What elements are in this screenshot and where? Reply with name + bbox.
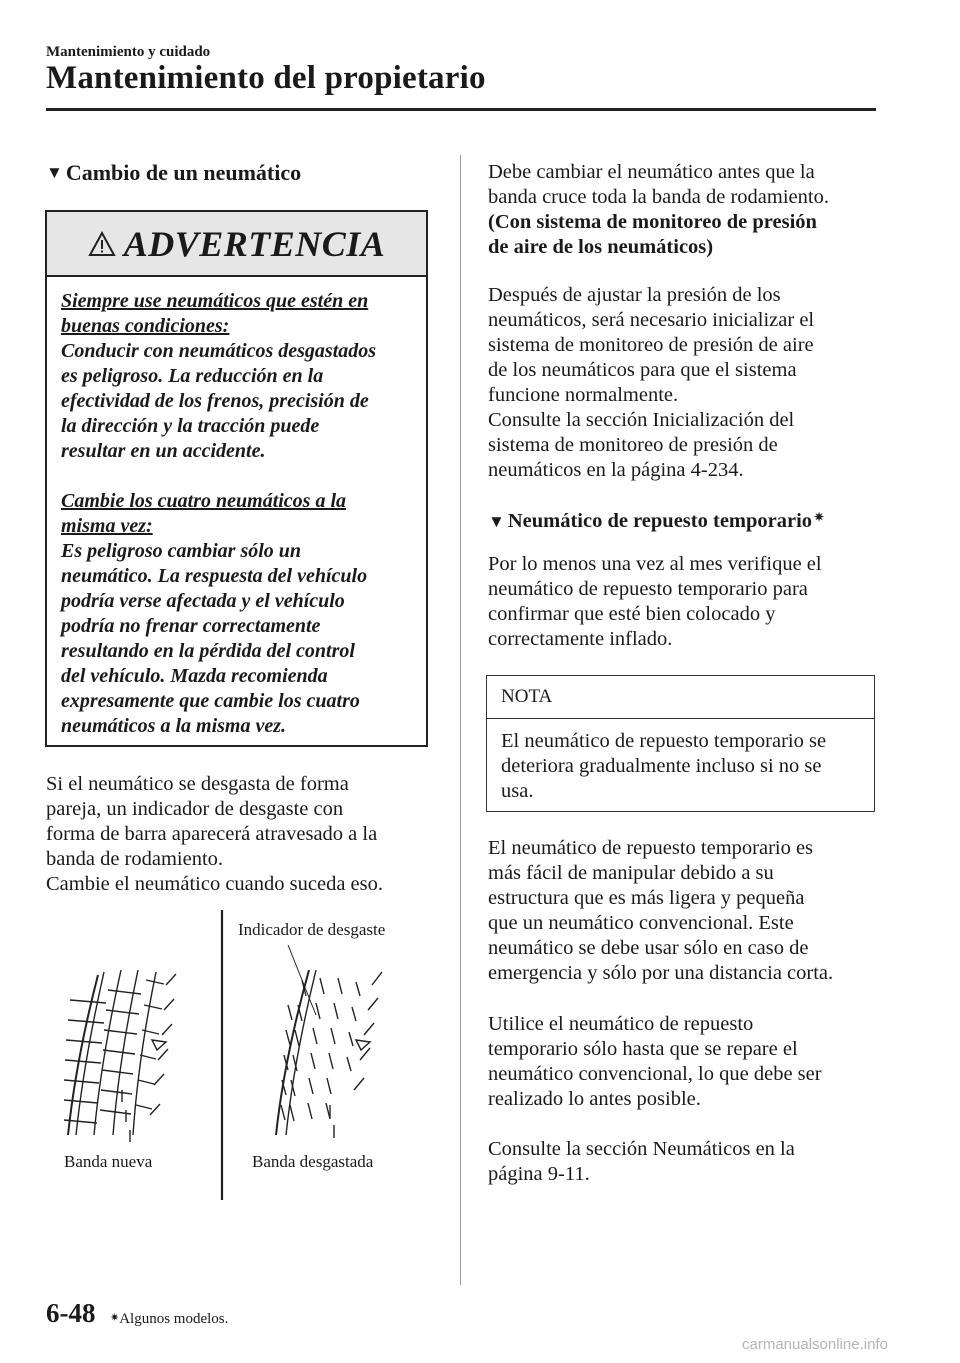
- tread-wear-figure: [46, 910, 456, 1200]
- spare-paragraph: [488, 552, 822, 652]
- text-line: Debe cambiar el neumático antes que la: [488, 161, 815, 183]
- tire-change-heading-text: Cambio de un neumático: [65, 160, 302, 185]
- warning-title: ADVERTENCIA: [123, 223, 386, 264]
- text-line: El neumático de repuesto temporario es: [488, 837, 814, 859]
- warning-line: la dirección y la tracción puede: [61, 415, 320, 437]
- text-line: de aire de los neumáticos): [488, 236, 714, 258]
- note-box: [486, 675, 875, 812]
- text-line: pareja, un indicador de desgaste con: [46, 798, 344, 820]
- worn-tread-label: Banda desgastada: [252, 1152, 374, 1171]
- warning-line: Cambie los cuatro neumáticos a la: [61, 490, 347, 512]
- text-line: Consulte la sección Neumáticos en la: [488, 1138, 795, 1160]
- text-line: banda de rodamiento.: [46, 848, 224, 870]
- text-line: Cambie el neumático cuando suceda eso.: [46, 873, 383, 895]
- warning-line: Es peligroso cambiar sólo un: [61, 540, 302, 562]
- note-body: [487, 719, 874, 804]
- watermark: carmanualsonline.info: [742, 1336, 888, 1353]
- warning-line: neumáticos a la misma vez.: [61, 715, 286, 737]
- note-title: NOTA: [487, 676, 874, 719]
- text-line: Si el neumático se desgasta de forma: [46, 773, 349, 795]
- text-line: de los neumáticos para que el sistema: [488, 359, 797, 381]
- warning-line: resultar en un accidente.: [61, 440, 266, 462]
- warning-line: buenas condiciones:: [61, 315, 230, 337]
- text-line: Consulte la sección Inicialización del: [488, 409, 795, 431]
- wear-indicator-label: Indicador de desgaste: [238, 920, 386, 939]
- text-line: que un neumático convencional. Este: [488, 912, 794, 934]
- warning-line: neumático. La respuesta del vehículo: [61, 565, 368, 587]
- text-line: neumático convencional, lo que debe ser: [488, 1063, 822, 1085]
- spare-tire-heading-text: Neumático de repuesto temporario: [507, 510, 813, 532]
- warning-line: del vehículo. Mazda recomienda: [61, 665, 328, 687]
- new-tread-label: Banda nueva: [64, 1152, 153, 1171]
- text-line: neumático de repuesto temporario para: [488, 578, 808, 600]
- text-line: sistema de monitoreo de presión de: [488, 434, 778, 456]
- warning-triangle-icon: [88, 231, 116, 257]
- text-line: temporario sólo hasta que se repare el: [488, 1038, 798, 1060]
- some-models-mark: ✷: [110, 1312, 120, 1324]
- warning-line: Conducir con neumáticos desgastados: [61, 340, 377, 362]
- tpms-heading: [488, 210, 817, 260]
- spare-usage-paragraph: [488, 1012, 822, 1112]
- warning-body: [47, 277, 426, 739]
- tire-change-heading: [46, 160, 301, 186]
- text-line: emergencia y sólo por una distancia corta.: [488, 962, 834, 984]
- spare-tire-heading: [488, 510, 824, 533]
- text-line: realizado lo antes posible.: [488, 1088, 701, 1110]
- warning-box: [45, 210, 428, 747]
- warning-line: expresamente que cambie los cuatro: [61, 690, 360, 712]
- tpms-paragraph: [488, 283, 814, 483]
- warning-line: podría no frenar correctamente: [61, 615, 321, 637]
- replace-intro: [488, 160, 829, 210]
- section-category: Mantenimiento y cuidado: [46, 44, 211, 60]
- triangle-bullet-icon: ▼: [488, 511, 505, 531]
- some-models-mark: ✷: [814, 510, 825, 524]
- warning-line: Siempre use neumáticos que estén en: [61, 290, 369, 312]
- text-line: sistema de monitoreo de presión de aire: [488, 334, 814, 356]
- text-line: funcione normalmente.: [488, 384, 679, 406]
- page-title: Mantenimiento del propietario: [46, 60, 486, 96]
- column-divider: [460, 155, 461, 1285]
- warning-line: resultando en la pérdida del control: [61, 640, 355, 662]
- text-line: forma de barra aparecerá atravesado a la: [46, 823, 378, 845]
- text-line: Utilice el neumático de repuesto: [488, 1013, 754, 1035]
- text-line: deteriora gradualmente incluso si no se: [501, 755, 822, 777]
- warning-line: es peligroso. La reducción en la: [61, 365, 324, 387]
- text-line: usa.: [501, 780, 534, 802]
- warning-line: misma vez:: [61, 515, 153, 537]
- text-line: Por lo menos una vez al mes verifique el: [488, 553, 822, 575]
- text-line: estructura que es más ligera y pequeña: [488, 887, 805, 909]
- text-line: neumáticos, será necesario inicializar el: [488, 309, 815, 331]
- text-line: Después de ajustar la presión de los: [488, 284, 781, 306]
- text-line: (Con sistema de monitoreo de presión: [488, 211, 817, 233]
- wear-paragraph: [46, 772, 383, 897]
- page-number: 6-48: [46, 1298, 96, 1328]
- footnote: [110, 1311, 228, 1328]
- text-line: El neumático de repuesto temporario se: [501, 730, 827, 752]
- text-line: neumático se debe usar sólo en caso de: [488, 937, 809, 959]
- warning-header: [47, 212, 426, 277]
- warning-line: podría verse afectada y el vehículo: [61, 590, 345, 612]
- spare-handling-paragraph: [488, 836, 833, 986]
- text-line: correctamente inflado.: [488, 628, 673, 650]
- header-rule: [46, 108, 876, 111]
- text-line: confirmar que esté bien colocado y: [488, 603, 776, 625]
- footnote-text: Algunos modelos.: [119, 1311, 229, 1327]
- triangle-bullet-icon: ▼: [46, 163, 63, 182]
- text-line: página 9-11.: [488, 1163, 590, 1185]
- warning-line: efectividad de los frenos, precisión de: [61, 390, 369, 412]
- see-tires-paragraph: [488, 1137, 795, 1187]
- text-line: neumáticos en la página 4-234.: [488, 459, 744, 481]
- text-line: banda cruce toda la banda de rodamiento.: [488, 186, 829, 208]
- text-line: más fácil de manipular debido a su: [488, 862, 774, 884]
